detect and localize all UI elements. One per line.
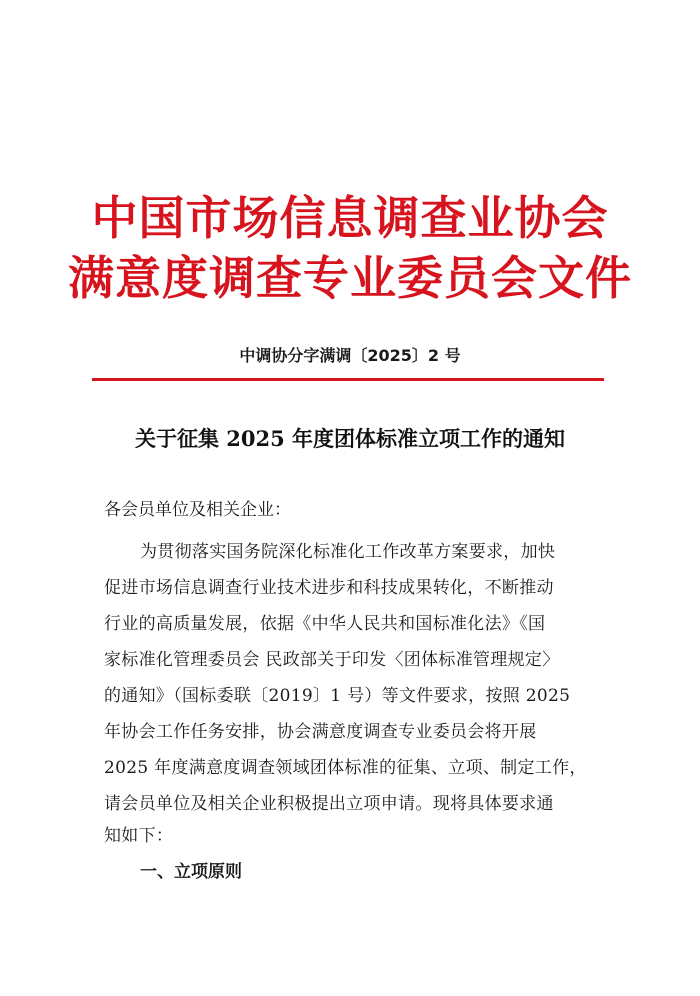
red-divider-line xyxy=(92,378,604,381)
body-line-1: 为贯彻落实国务院深化标准化工作改革方案要求，加快 xyxy=(140,542,556,562)
body-line-4: 家标准化管理委员会 民政部关于印发〈团体标准管理规定〉 xyxy=(104,650,560,670)
body-line-7: 2025 年度满意度调查领域团体标准的征集、立项、制定工作， xyxy=(104,758,587,778)
notice-title: 关于征集 2025 年度团体标准立项工作的通知 xyxy=(134,426,566,451)
body-line-9: 知如下： xyxy=(104,826,174,846)
body-line-2: 促进市场信息调查行业技术进步和科技成果转化，不断推动 xyxy=(104,578,554,598)
body-line-3: 行业的高质量发展，依据《中华人民共和国标准化法》《国 xyxy=(104,614,546,634)
section-heading-1: 一、立项原则 xyxy=(140,862,242,882)
document-number: 中调协分字满调〔2025〕2 号 xyxy=(239,346,461,365)
body-line-8: 请会员单位及相关企业积极提出立项申请。现将具体要求通 xyxy=(104,794,554,814)
issuer-title-line-1: 中国市场信息调查业协会 xyxy=(91,191,609,245)
body-line-6: 年协会工作任务安排，协会满意度调查专业委员会将开展 xyxy=(104,722,537,742)
issuer-title-line-2: 满意度调查专业委员会文件 xyxy=(68,251,632,305)
addressee: 各会员单位及相关企业： xyxy=(104,500,291,520)
body-line-5: 的通知》（国标委联〔2019〕1 号）等文件要求，按照 2025 xyxy=(104,686,571,706)
